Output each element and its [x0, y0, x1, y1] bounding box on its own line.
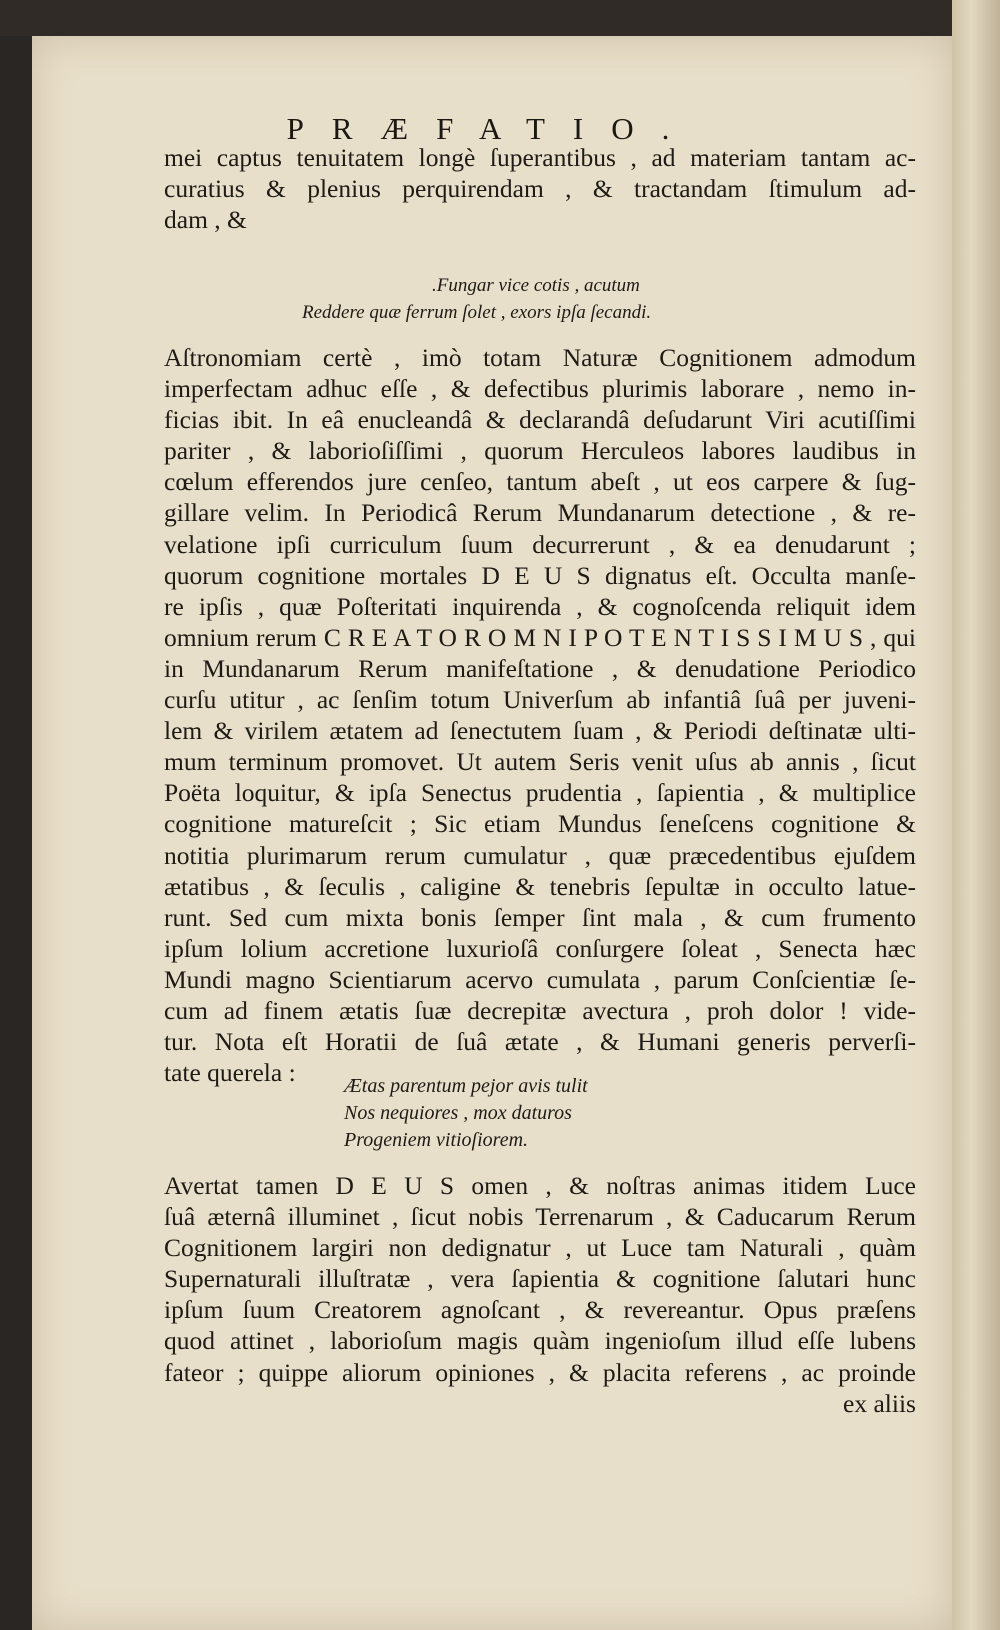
verse-line: Progeniem vitioſiorem. — [344, 1129, 529, 1151]
text-line: pariter , & laborioſiſſimi , quorum Herculeos labores laudibus in — [164, 436, 916, 466]
verse-line: Reddere quæ ferrum ſolet , exors ipſa ſecandi. — [302, 302, 652, 323]
verse-line: Ætas parentum pejor avis tulit — [344, 1075, 588, 1097]
text-line: Aſtronomiam certè , imò totam Naturæ Cognitionem admodum — [164, 343, 916, 372]
text-line: lem & virilem ætatem ad ſenectutem ſuam , & Periodi deſtinatæ ulti- — [164, 716, 916, 746]
text-line: curatius & plenius perquirendam , & tractandam ſtimulum ad- — [164, 174, 916, 204]
text-line: Cognitionem largiri non dedignatur , ut Luce tam Naturali , quàm — [164, 1233, 916, 1263]
running-header: PRÆFATIO. — [286, 111, 698, 146]
text-line: runt. Sed cum mixta bonis ſemper ſint mala , & cum frumento — [164, 902, 916, 932]
text-line: ſuâ æternâ illuminet , ſicut nobis Terrenarum , & Caducarum Rerum — [164, 1202, 916, 1232]
text-line: ipſum ſuum Creatorem agnoſcant , & revereantur. Opus præſens — [164, 1295, 916, 1325]
text-line: cum ad finem ætatis ſuæ decrepitæ avectura , proh dolor ! vide- — [164, 995, 916, 1025]
text-line: Poëta loquitur, & ipſa Senectus prudentia , ſapientia , & multiplice — [164, 778, 916, 808]
text-line: quorum cognitione mortales D E U S dignatus eſt. Occulta manſe- — [164, 560, 916, 590]
text-line: Avertat tamen D E U S omen , & noſtras animas itidem Luce — [164, 1171, 916, 1200]
text-line: cognitione matureſcit ; Sic etiam Mundus ſeneſcens cognitione & — [164, 809, 916, 839]
text-line: ætatibus , & ſeculis , caligine & tenebris ſepultæ in occulto latue- — [164, 871, 916, 901]
text-line: Mundi magno Scientiarum acervo cumulata , parum Conſcientiæ ſe- — [164, 964, 916, 994]
text-line: tate querela : — [164, 1058, 296, 1088]
paragraph-1 — [164, 142, 916, 235]
verse-quotation-1 — [302, 272, 651, 326]
text-line: cœlum efferendos jure cenſeo, tantum abeſt , ut eos carpere & ſug- — [164, 467, 916, 497]
adjacent-page-edge — [952, 0, 1000, 1630]
paragraph-3 — [164, 1170, 916, 1419]
book-page — [32, 36, 952, 1630]
text-line: velatione ipſi curriculum ſuum decurrerunt , & ea denudarunt ; — [164, 529, 916, 559]
text-line: curſu utitur , ac ſenſim totum Univerſum ab infantiâ ſuâ per juveni- — [164, 685, 916, 715]
text-line: gillare velim. In Periodicâ Rerum Mundanarum detectione , & re- — [164, 498, 916, 528]
text-line: notitia plurimarum rerum cumulatur , quæ præcedentibus ejuſdem — [164, 840, 916, 870]
text-line: dam , & — [164, 205, 247, 235]
scan-top-border — [0, 0, 1000, 36]
catchword: ex aliis — [843, 1388, 916, 1418]
text-line: quod attinet , laborioſum magis quàm ingenioſum illud eſſe lubens — [164, 1326, 916, 1356]
verse-quotation-2 — [344, 1073, 588, 1154]
text-line: mum terminum promovet. Ut autem Seris venit uſus ab annis , ſicut — [164, 747, 916, 777]
text-line: tur. Nota eſt Horatii de ſuâ ætate , & Humani generis perverſi- — [164, 1027, 916, 1057]
paragraph-2 — [164, 342, 916, 1088]
verse-line: .Fungar vice cotis , acutum — [432, 275, 640, 296]
text-line: mei captus tenuitatem longè ſuperantibus , ad materiam tantam ac- — [164, 143, 916, 172]
text-line: imperfectam adhuc eſſe , & defectibus plurimis laborare , nemo in- — [164, 374, 916, 404]
text-line: fateor ; quippe aliorum opiniones , & placita referens , ac proinde — [164, 1357, 916, 1387]
text-line: omnium rerum C R E A T O R O M N I P O T E N T I S S I M U S , qui — [164, 622, 916, 652]
text-line: ipſum lolium accretione luxurioſâ conſurgere ſoleat , Senecta hæc — [164, 933, 916, 963]
text-line: in Mundanarum Rerum manifeſtatione , & denudatione Periodico — [164, 653, 916, 683]
text-line: Supernaturali illuſtratæ , vera ſapientia & cognitione ſalutari hunc — [164, 1264, 916, 1294]
verse-line: Nos nequiores , mox daturos — [344, 1102, 572, 1124]
text-line: ficias ibit. In eâ enucleandâ & declarandâ deſudarunt Viri acutiſſimi — [164, 405, 916, 435]
text-line: re ipſis , quæ Poſteritati inquirenda , & cognoſcenda reliquit idem — [164, 591, 916, 621]
